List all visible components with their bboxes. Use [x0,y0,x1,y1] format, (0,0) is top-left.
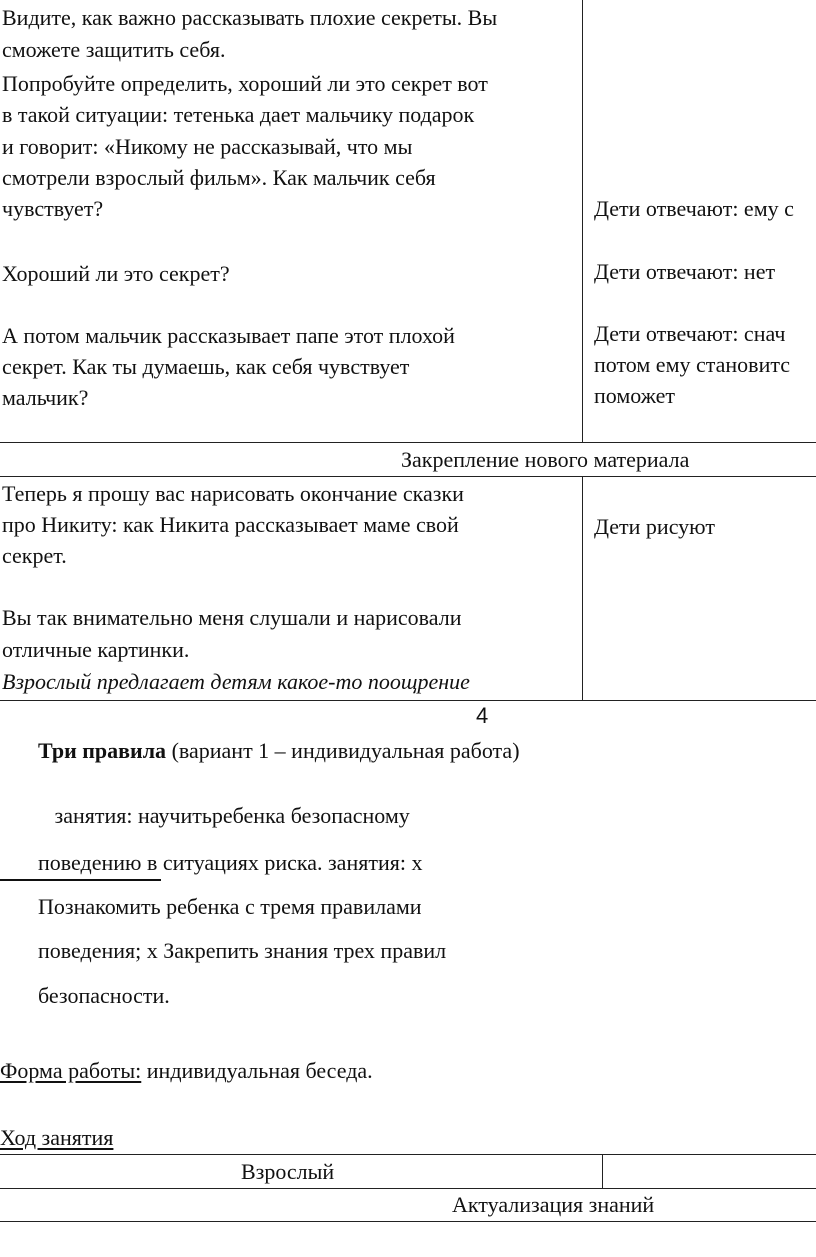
underline-rule [0,879,161,881]
text-line: Теперь я прошу вас нарисовать окончание сказки [2,481,464,506]
table-top-border [0,1154,816,1155]
goal-line: безопасности. [38,983,170,1008]
text-line: отличные картинки. [2,637,190,662]
section-heading [38,735,520,767]
text-line: про Никиту: как Никита рассказывает маме свой [2,512,459,537]
text-line: секрет. Как ты думаешь, как себя чувствует [2,354,410,379]
answer-text: потом ему становитс [594,352,790,377]
answer-text: Дети отвечают: снач [594,321,786,346]
text-line: секрет. [2,543,67,568]
text-line: в такой ситуации: тетенька дает мальчику подарок [2,102,475,127]
goal-line: занятия: научитьребенка безопасному [38,803,410,828]
work-form-label: Форма работы: [0,1058,142,1083]
text-line: смотрели взрослый фильм». Как мальчик себя [2,165,436,190]
section-header-actualization: Актуализация знаний [452,1192,655,1217]
italic-note: Взрослый предлагает детям какое-то поощрение [2,669,470,694]
table-row-divider [0,1188,816,1189]
lesson-course-label: Ход занятия [0,1125,114,1150]
table-divider-vertical [602,1154,603,1188]
text-line: и говорит: «Никому не рассказывай, что мы [2,134,413,159]
table-divider-vertical [582,0,583,442]
question-text: Хороший ли это секрет? [2,261,230,286]
text-line: Попробуйте определить, хороший ли это секрет вот [2,71,488,96]
table-row-divider [0,476,816,477]
page-number: 4 [476,703,489,728]
goal-line: поведения; х Закрепить знания трех правил [38,938,447,963]
work-form-value: индивидуальная беседа. [141,1058,373,1083]
answer-text: Дети отвечают: нет [594,259,776,284]
table-row-divider [0,442,816,443]
column-header-adult: Взрослый [241,1159,335,1184]
table-row-divider [0,1221,816,1222]
answer-text: Дети рисуют [594,514,715,539]
text-line: Вы так внимательно меня слушали и нарисовали [2,605,462,630]
text-line: мальчик? [2,385,89,410]
section-header-consolidation: Закрепление нового материала [401,447,690,472]
text-line: сможете защитить себя. [2,37,226,62]
heading-rest: (вариант 1 – индивидуальная работа) [166,738,520,763]
answer-text: поможет [594,383,676,408]
text-line: Видите, как важно рассказывать плохие секреты. Вы [2,5,498,30]
text-line: А потом мальчик рассказывает папе этот плохой [2,323,455,348]
table-bottom-border [0,700,816,701]
text-line: чувствует? [2,196,104,221]
goal-line: Познакомить ребенка с тремя правилами [38,894,422,919]
goal-line: поведению в ситуациях риска. занятия: х [38,850,423,875]
answer-text: Дети отвечают: ему с [594,196,794,221]
table-divider-vertical [582,476,583,700]
heading-bold: Три правила [38,738,167,763]
work-form [0,1055,373,1087]
